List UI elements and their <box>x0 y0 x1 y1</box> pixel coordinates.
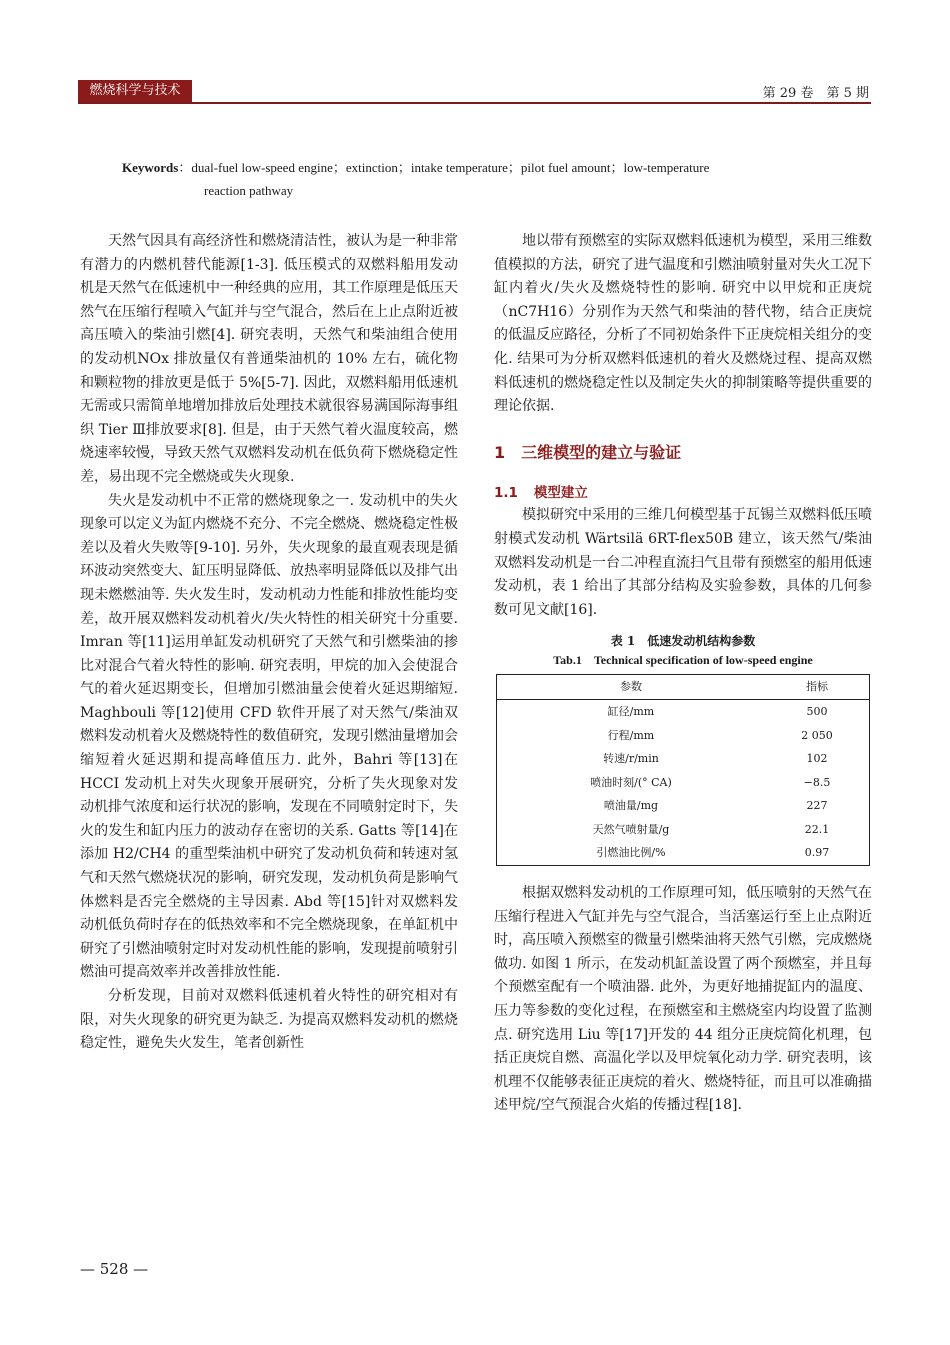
table-row <box>497 747 870 771</box>
table-cell: 喷油量/mg <box>603 799 659 813</box>
table-cell: 102 <box>806 752 828 766</box>
paragraph: 失火是发动机中不正常的燃烧现象之一. 发动机中的失火现象可以定义为缸内燃烧不充分、不完全燃烧、燃烧稳定性极差以及着火失败等[9-10]. 另外，失火现象的最直观表现是循环波动突然变大、缸压明显降低、放热率明显降低以及排气出现未燃燃油等. 失火发生时，发动机动力性能和排放性能均变差，故开展双燃料发动机着火/失火特性的相关研究十分重要. Imran 等[11]运用单缸发动机研究了天然气和引燃柴油的掺比对混合气着火特性的影响. 研究表明，甲烷的加入会使混合气的着火延迟期变长，但增加引燃油量会使着火延迟期缩短. Maghbouli 等[12]使用 CFD 软件开展了对天然气/柴油双燃料发动机着火及燃烧特性的数值研究，发现引燃油量增加会缩短着火延迟期和提高峰值压力. 此外，Bahri 等[13]在 HCCI 发动机上对失火现象开展研究，分析了失火现象对发动机排气浓度和运行状况的影响，发现在不同喷射定时下，失火的发生和缸内压力的波动存在密切的关系. Gatts 等[14]在添加 H2/CH4 的重型柴油机中研究了发动机负荷和转速对氢气和天然气燃烧状况的影响，研究发现，发动机负荷是影响气体燃料是否完全燃烧的主导因素. Abd 等[15]针对双燃料发动机低负荷时存在的低热效率和不完全燃烧现象，在单缸机中研究了引燃油喷射定时对发动机性能的影响，发现提前喷射引燃油可提高效率并改善排放性能. <box>80 492 458 981</box>
issue-info: 第 29 卷 第 5 期 <box>762 86 869 101</box>
table-cell: 500 <box>806 704 828 718</box>
table-cell: 0.97 <box>804 846 830 860</box>
table-row <box>497 794 870 818</box>
subsection-heading <box>494 482 872 504</box>
table-cell: 行程/mm <box>607 728 655 742</box>
keywords-line1: ：dual-fuel low-speed engine；extinction；intake temperature；pilot fuel amount；low-temperature <box>178 160 710 175</box>
paragraph: 根据双燃料发动机的工作原理可知，低压喷射的天然气在压缩行程进入气缸并先与空气混合，当活塞运行至上止点附近时，高压喷入预燃室的微量引燃柴油将天然气引燃，完成燃烧做功. 如图 1 所示，在发动机缸盖设置了两个预燃室，并且每个预燃室配有一个喷油器. 此外，为更好地捕捉缸内的温度、压力等参数的变化过程，在预燃室和主燃烧室内均设置了监测点. 研究选用 Liu 等[17]开发的 44 组分正庚烷简化机理，包括正庚烷自燃、高温化学以及甲烷氧化动力学. 研究表明，该机理不仅能够表征正庚烷的着火、燃烧特征，而且可以准确描述甲烷/空气预混合火焰的传播过程[18]. <box>494 885 872 1114</box>
table-row <box>497 699 870 723</box>
table-cell: 缸径/mm <box>607 704 655 718</box>
paragraph: 模拟研究中采用的三维几何模型基于瓦锡兰双燃料低压喷射模式发动机 Wärtsilä 6RT-flex50B 建立，该天然气/柴油双燃料发动机是一台二冲程直流扫气且带有预燃室的船用低速发动机，表 1 给出了其部分结构及实验参数，具体的几何参数可见文献[16]. <box>494 507 872 618</box>
table-cell: 引燃油比例/% <box>596 846 666 860</box>
table-header: 参数 <box>497 675 765 700</box>
table-row <box>497 771 870 795</box>
table-row <box>497 818 870 842</box>
table-cell: 天然气喷射量/g <box>592 822 670 836</box>
keywords-block <box>122 156 842 202</box>
keywords-line2: reaction pathway <box>204 183 294 198</box>
table-cell: 转速/r/min <box>603 752 659 766</box>
table-cell: −8.5 <box>803 775 831 789</box>
running-header <box>78 80 871 104</box>
table-caption-en: Tab.1 Technical specification of low-speed engine <box>553 653 813 668</box>
paragraph: 地以带有预燃室的实际双燃料低速机为模型，采用三维数值模拟的方法，研究了进气温度和引燃油喷射量对失火工况下缸内着火/失火及燃烧特性的影响. 研究中以甲烷和正庚烷（nC7H16）分别作为天然气和柴油的替代物，结合正庚烷的低温反应路径，分析了不同初始条件下正庚烷相关组分的变化. 结果可为分析双燃料低速机的着火及燃烧过程、提高双燃料低速机的燃烧稳定性以及制定失火的抑制策略等提供重要的理论依据. <box>494 233 872 415</box>
paragraph: 分析发现，目前对双燃料低速机着火特性的研究相对有限，对失火现象的研究更为缺乏. 为提高双燃料发动机的燃烧稳定性，避免失火发生，笔者创新性 <box>80 988 458 1052</box>
table-cell: 22.1 <box>804 822 830 836</box>
page-number: — 528 — <box>80 1260 149 1278</box>
table-row <box>497 724 870 748</box>
parameters-table <box>496 674 870 866</box>
right-column <box>494 230 872 1118</box>
table-cell: 喷油时刻/(° CA) <box>590 775 672 789</box>
table-cell: 2 050 <box>801 728 833 742</box>
subsection-number: 1.1 <box>494 485 518 502</box>
table-header: 指标 <box>765 675 870 700</box>
section-heading <box>494 441 872 465</box>
table-caption-cn: 表 1 低速发动机结构参数 <box>610 634 756 649</box>
table-row <box>497 841 870 865</box>
table-cell: 227 <box>806 799 828 813</box>
section-number: 1 <box>494 442 506 462</box>
subsection-title: 模型建立 <box>533 485 588 502</box>
section-title: 三维模型的建立与验证 <box>521 442 682 462</box>
left-column <box>80 230 458 1056</box>
paragraph: 天然气因具有高经济性和燃烧清洁性，被认为是一种非常有潜力的内燃机替代能源[1-3]. 低压模式的双燃料船用发动机是天然气在低速机中一种经典的应用，其工作原理是低压天然气在压缩行程喷入气缸并与空气混合，然后在上止点附近被高压喷入的柴油引燃[4]. 研究表明，天然气和柴油组合使用的发动机NOx 排放量仅有普通柴油机的 10% 左右，硫化物和颗粒物的排放更是低于 5%[5-7]. 因此，双燃料船用低速机无需或只需简单地增加排放后处理技术就很容易满国际海事组织 Tier Ⅲ排放要求[8]. 但是，由于天然气着火温度较高，燃烧速率较慢，导致天然气双燃料发动机在低负荷下燃烧稳定性差，易出现不完全燃烧或失火现象. <box>80 233 458 485</box>
journal-name: 燃烧科学与技术 <box>78 80 192 102</box>
keywords-label: Keywords <box>122 160 179 175</box>
